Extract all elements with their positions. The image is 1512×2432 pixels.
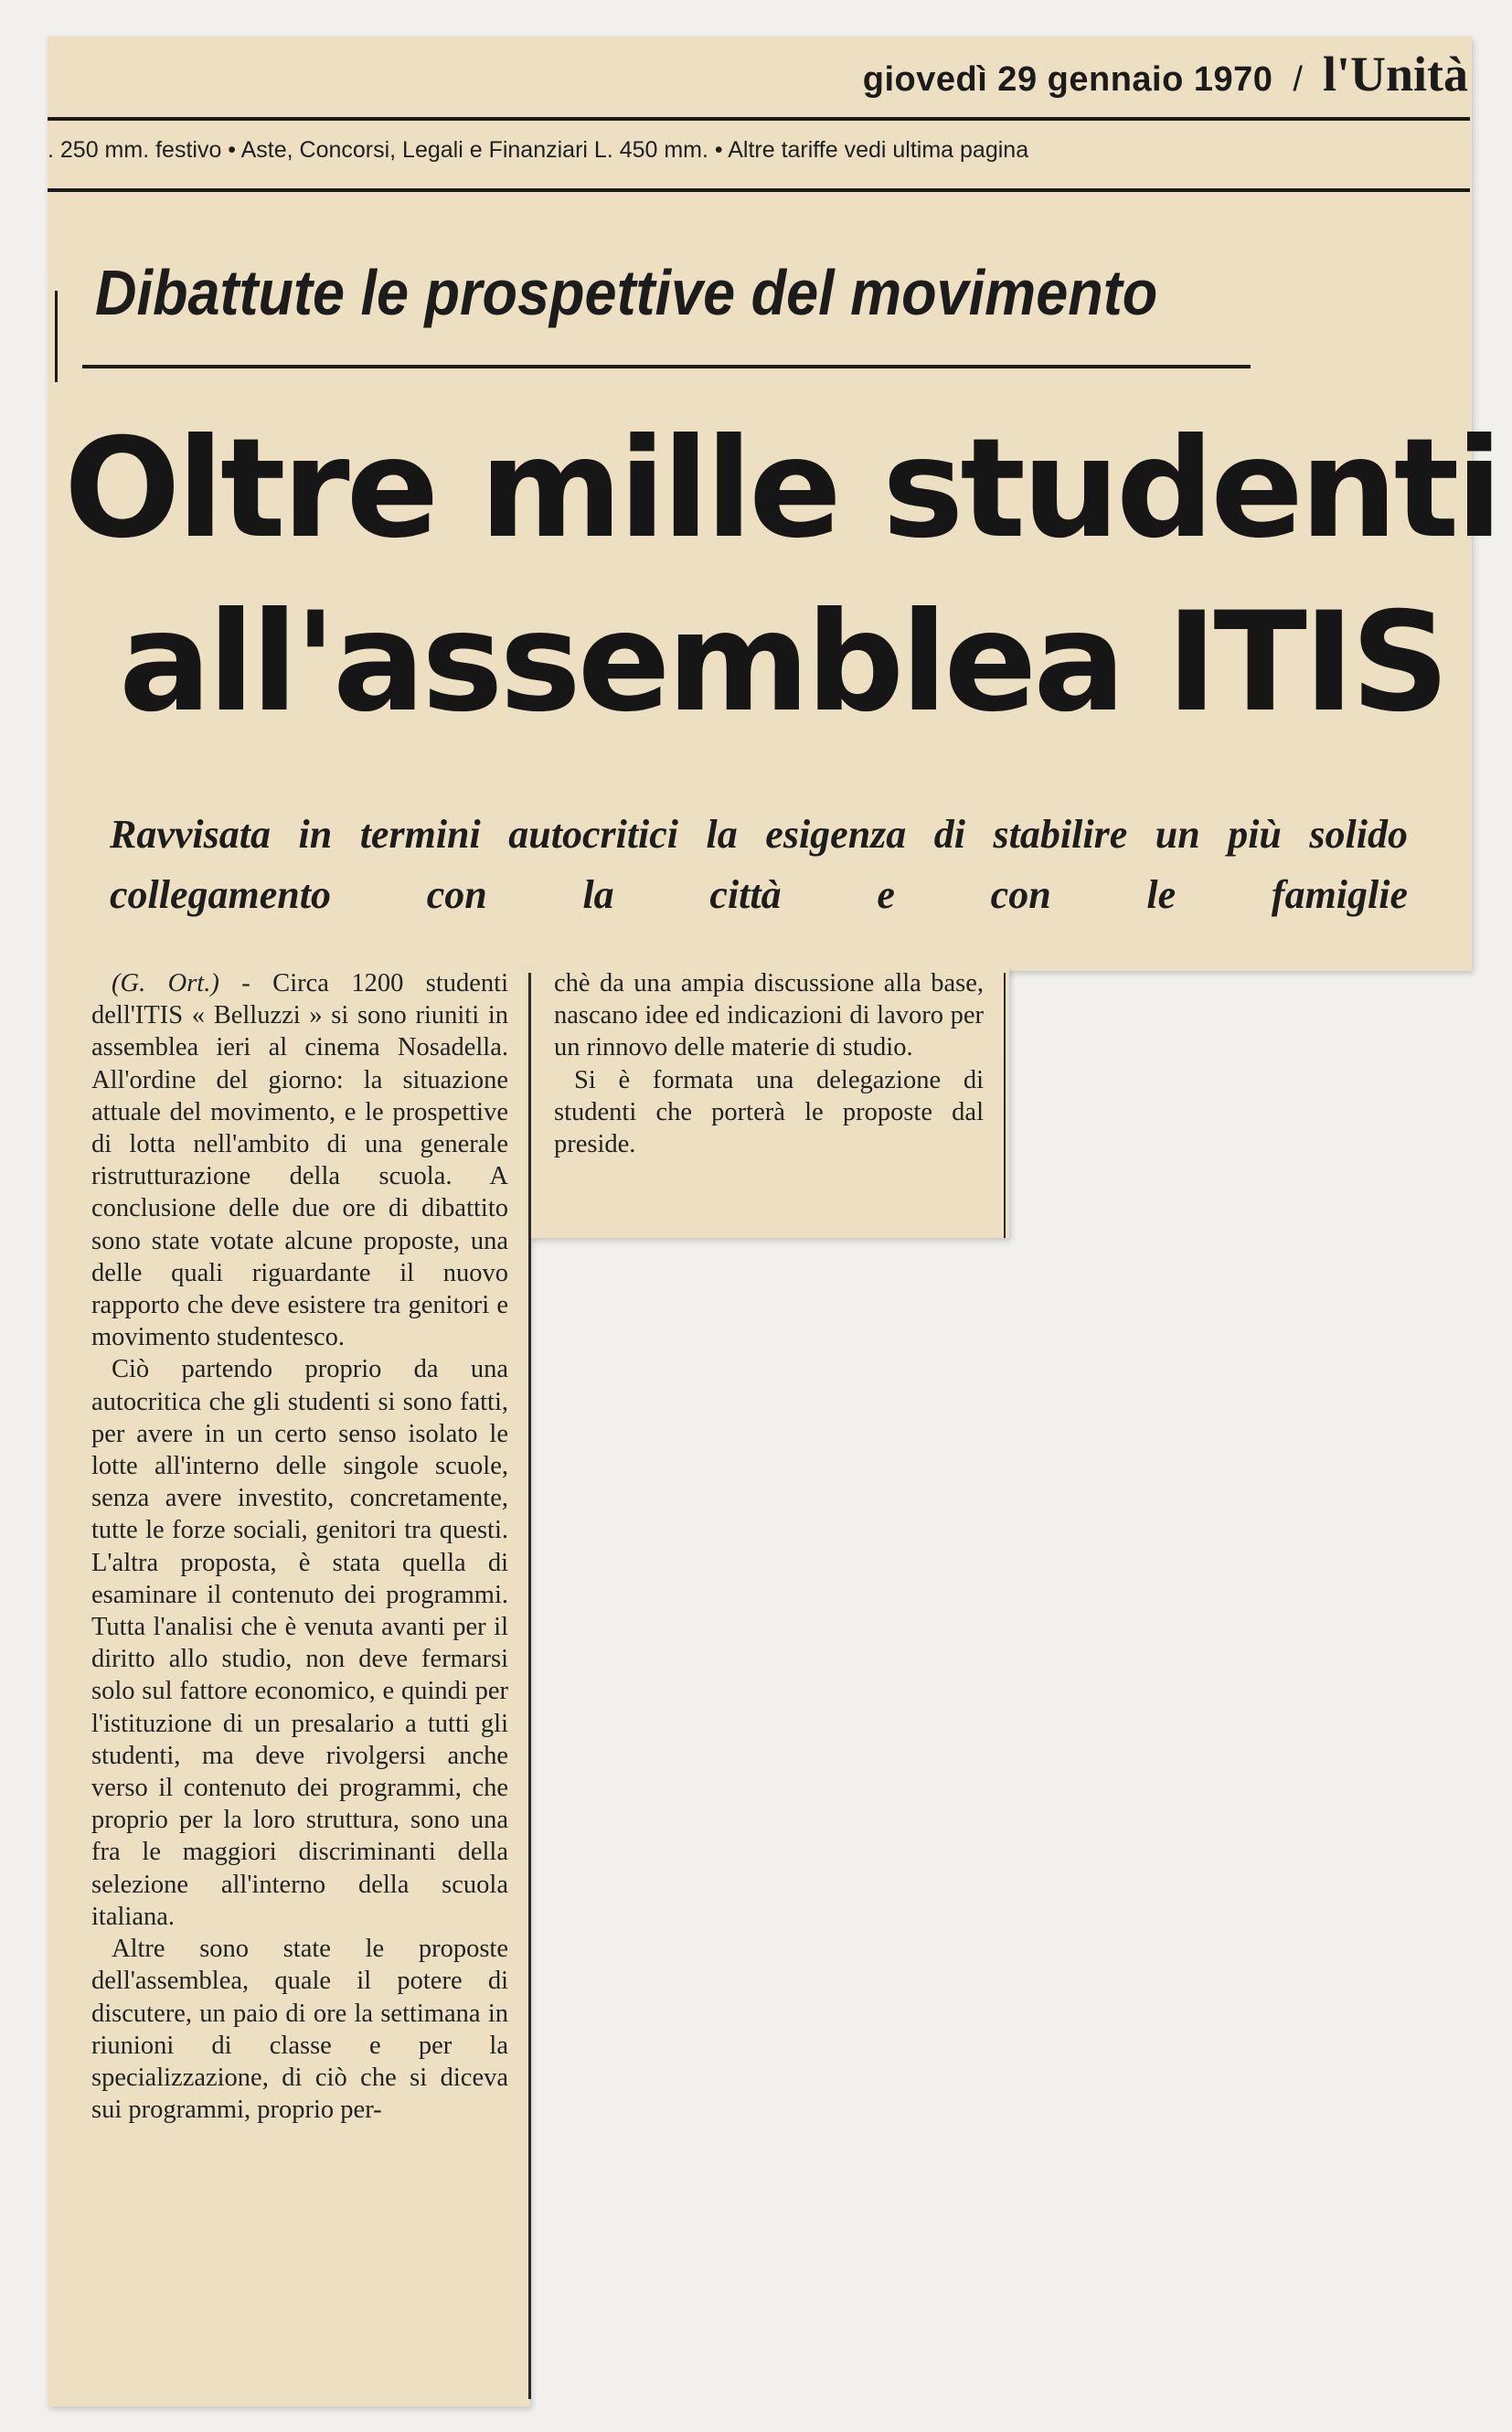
headline-line-1: Oltre mille studenti [64, 410, 1499, 569]
rates-rule [48, 188, 1470, 192]
newspaper-name: l'Unità [1322, 47, 1468, 101]
article-subhead: Ravvisata in termini autocritici la esigenza di stabilire un più solido collegamento con la città e con le famiglie [110, 812, 1408, 917]
kicker-rule [82, 365, 1251, 368]
masthead-rule [48, 117, 1470, 121]
article-column-left [91, 967, 508, 2126]
article-headline [64, 402, 1499, 750]
advertising-rates-line: . 250 mm. festivo • Aste, Concorsi, Legali e Finanziari L. 450 mm. • Altre tariffe vedi ultima pagina [48, 137, 1029, 163]
masthead-separator: / [1293, 60, 1303, 99]
issue-date: giovedì 29 gennaio 1970 [862, 60, 1273, 99]
column-divider [528, 973, 531, 2399]
article-paragraph-2: Ciò partendo proprio da una autocritica che gli studenti si sono fatti, per avere in un certo senso isolato le lotte all'interno delle singole scuole, senza avere investito, concretamente, tutte le forze sociali, genitori tra questi. L'altra proposta, è stata quella di esaminare il contenuto dei programmi. Tutta l'analisi che è venuta avanti per il diritto allo studio, non deve fermarsi solo sul fattore economico, e quindi per l'istituzione di un presalario a tutti gli studenti, ma deve rivolgersi anche verso il contenuto dei programmi, che proprio per la loro struttura, sono una fra le maggiori discriminanti della selezione all'interno della scuola italiana. [91, 1355, 508, 1931]
article-paragraph-1 [91, 967, 508, 1353]
article-kicker: Dibattute le prospettive del movimento [95, 257, 1158, 328]
masthead [863, 46, 1468, 102]
article-paragraph-3: Altre sono state le proposte dell'assemblea, quale il potere di discutere, un paio di ore la settimana in riunioni di classe e per la specializzazione, di ciò che si diceva sui programmi, proprio per- [91, 1935, 508, 2125]
article-paragraph-5: Si è formata una delegazione di studenti che porterà le proposte dal preside. [554, 1065, 984, 1159]
column-edge-rule [1004, 973, 1006, 1238]
kicker-side-rule [55, 291, 58, 382]
paragraph-1-text: - Circa 1200 studenti dell'ITIS « Belluzzi » si sono riuniti in assemblea ieri al cinema Nosadella. All'ordine del giorno: la situazione attuale del movimento, e le prospettive di lotta nell'ambito di una generale ristrutturazione della scuola. A conclusione delle due ore di dibattito sono state votate alcune proposte, una delle quali riguardante il nuovo rapporto che deve esistere tra genitori e movimento studentesco. [91, 969, 508, 1352]
headline-line-2: all'assemblea ITIS [119, 583, 1446, 742]
article-column-middle [554, 967, 984, 1160]
article-byline: (G. Ort.) [112, 969, 219, 997]
article-paragraph-4: chè da una ampia discussione alla base, nascano idee ed indicazioni di lavoro per un rinnovo delle materie di studio. [554, 969, 984, 1062]
